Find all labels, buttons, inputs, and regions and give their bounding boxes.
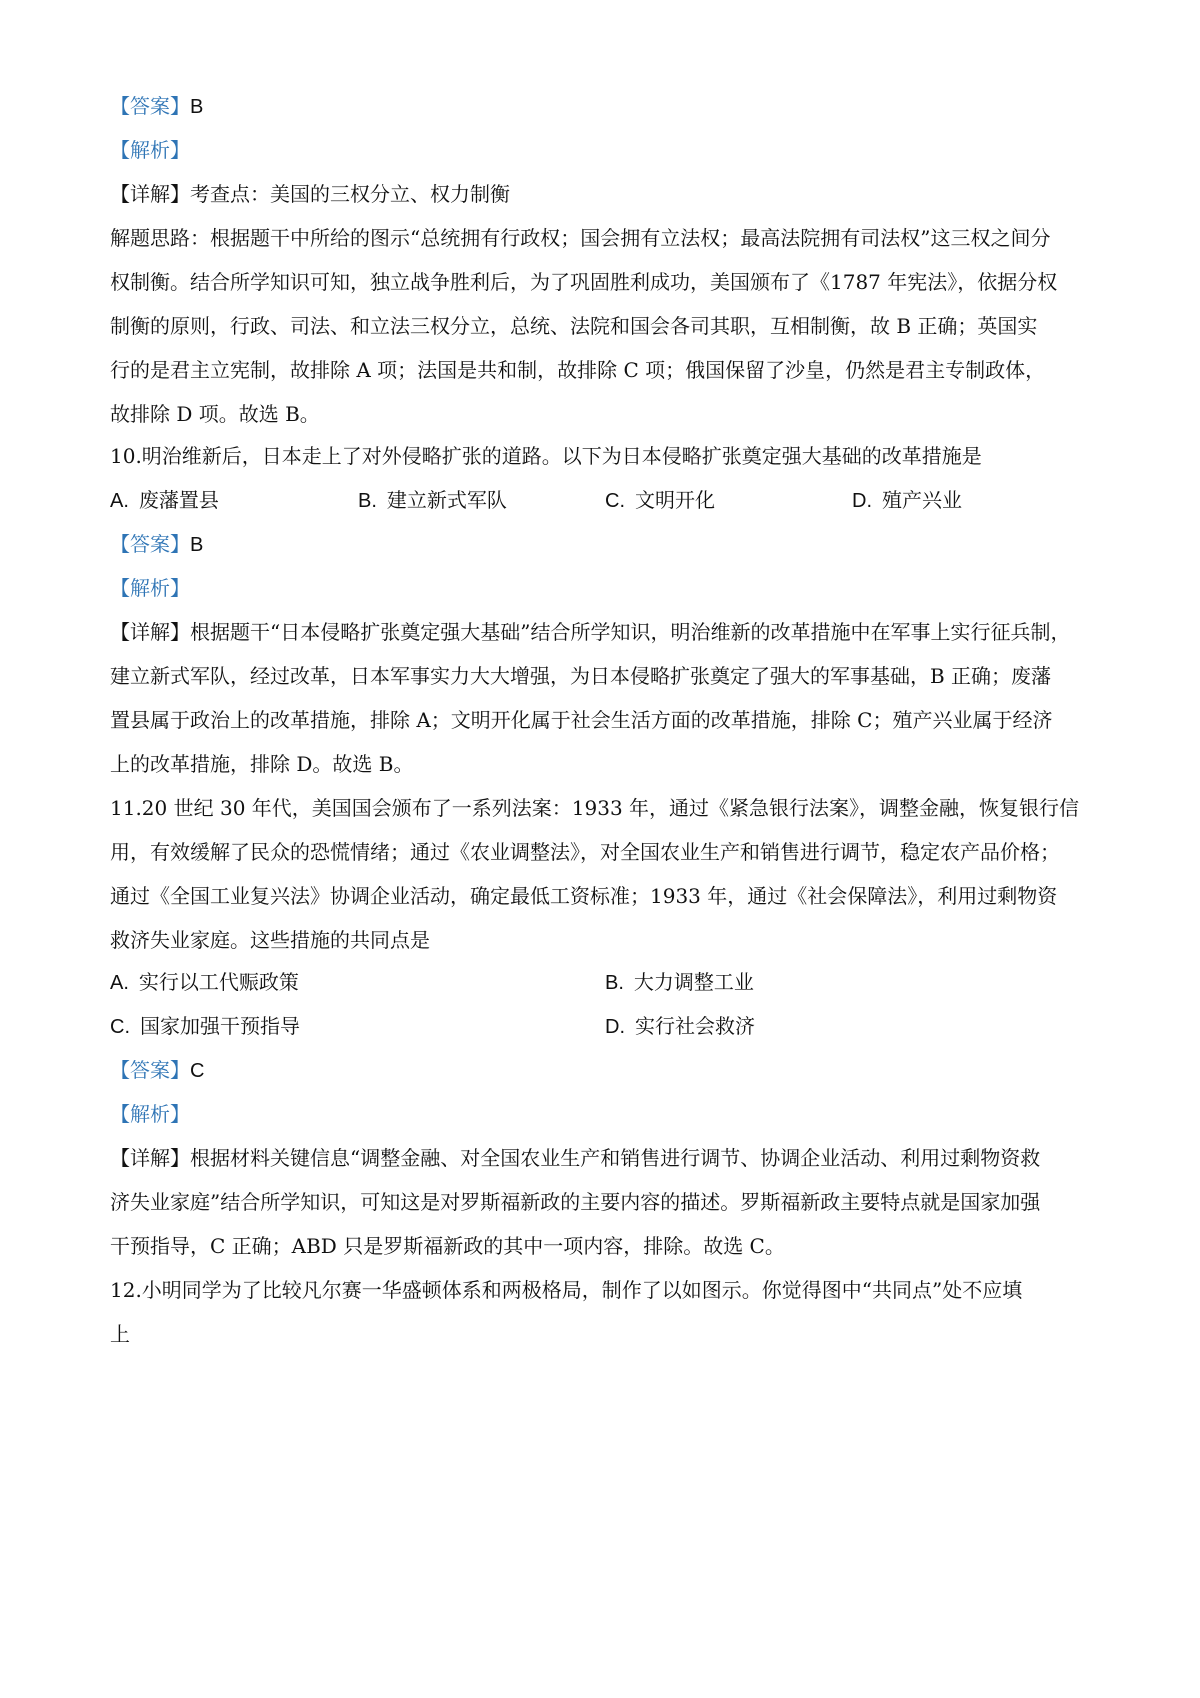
- q11-answer: [110, 1056, 1100, 1085]
- q10-detail-line: 置县属于政治上的改革措施，排除 A；文明开化属于社会生活方面的改革措施，排除 C；殖产兴业属于经济: [110, 708, 1053, 732]
- option-text: 文明开化: [635, 488, 715, 512]
- q11-stem-line: 用，有效缓解了民众的恐慌情绪；通过《农业调整法》，对全国农业生产和销售进行调节，稳定农产品价格；: [110, 840, 1060, 864]
- q11-option-c: [110, 1012, 300, 1041]
- detail-label: 【详解】: [110, 620, 190, 644]
- detail-text: 根据材料关键信息“调整金融、对全国农业生产和销售进行调节、协调企业活动、利用过剩物资救: [190, 1146, 1041, 1170]
- q12-stem-line: 上: [110, 1322, 130, 1346]
- q9-answer: [110, 92, 1100, 121]
- analysis-label: 【解析】: [110, 138, 190, 162]
- q9-explanation-line: 权制衡。结合所学知识可知，独立战争胜利后，为了巩固胜利成功，美国颁布了《1787 年宪法》，依据分权: [110, 270, 1058, 294]
- answer-value: B: [190, 96, 204, 118]
- q10-option-a: [110, 486, 219, 515]
- option-letter: A.: [110, 972, 129, 994]
- detail-label: 【详解】: [110, 182, 190, 206]
- answer-value: B: [190, 534, 204, 556]
- option-text: 殖产兴业: [882, 488, 962, 512]
- analysis-label: 【解析】: [110, 576, 190, 600]
- q11-stem-line: 通过《全国工业复兴法》协调企业活动，确定最低工资标准；1933 年，通过《社会保障法》，利用过剩物资: [110, 884, 1058, 908]
- q12-stem-line: 12.小明同学为了比较凡尔赛一华盛顿体系和两极格局，制作了以如图示。你觉得图中“共同点”处不应填: [110, 1278, 1023, 1302]
- option-letter: D.: [852, 490, 872, 512]
- answer-label: 【答案】: [110, 1058, 190, 1082]
- q11-detail-line: 干预指导，C 正确；ABD 只是罗斯福新政的其中一项内容，排除。故选 C。: [110, 1234, 785, 1258]
- q10-option-c: [605, 486, 715, 515]
- q10-detail-line: 上的改革措施，排除 D。故选 B。: [110, 752, 414, 776]
- q10-analysis: [110, 574, 1100, 602]
- option-letter: C.: [605, 490, 625, 512]
- q9-analysis: [110, 136, 1100, 164]
- q9-explanation-line: 解题思路：根据题干中所给的图示“总统拥有行政权；国会拥有立法权；最高法院拥有司法权”这三权之间分: [110, 226, 1051, 250]
- option-text: 建立新式军队: [386, 488, 507, 512]
- answer-value: C: [190, 1060, 205, 1082]
- analysis-label: 【解析】: [110, 1102, 190, 1126]
- q10-option-b: [358, 486, 507, 515]
- q10-detail-line: [110, 618, 1100, 646]
- q9-detail: [110, 180, 1100, 208]
- option-letter: C.: [110, 1016, 130, 1038]
- q9-explanation-line: 行的是君主立宪制，故排除 A 项；法国是共和制，故排除 C 项；俄国保留了沙皇，仍然是君主专制政体，: [110, 358, 1046, 382]
- option-letter: A.: [110, 490, 129, 512]
- answer-label: 【答案】: [110, 532, 190, 556]
- option-letter: B.: [358, 490, 377, 512]
- q9-explanation-line: 制衡的原则，行政、司法、和立法三权分立，总统、法院和国会各司其职，互相制衡，故 B 正确；英国实: [110, 314, 1038, 338]
- q10-option-d: [852, 486, 962, 515]
- q11-detail-line: 济失业家庭”结合所学知识，可知这是对罗斯福新政的主要内容的描述。罗斯福新政主要特点就是国家加强: [110, 1190, 1041, 1214]
- q10-stem: 10.明治维新后，日本走上了对外侵略扩张的道路。以下为日本侵略扩张奠定强大基础的改革措施是: [110, 444, 982, 468]
- option-text: 大力调整工业: [633, 970, 754, 994]
- option-letter: D.: [605, 1016, 625, 1038]
- option-text: 实行以工代赈政策: [138, 970, 299, 994]
- option-text: 实行社会救济: [635, 1014, 755, 1038]
- detail-text: 根据题干“日本侵略扩张奠定强大基础”结合所学知识，明治维新的改革措施中在军事上实行征兵制，: [190, 620, 1071, 644]
- detail-label: 【详解】: [110, 1146, 190, 1170]
- q11-detail-line: [110, 1144, 1100, 1172]
- q10-detail-line: 建立新式军队，经过改革，日本军事实力大大增强，为日本侵略扩张奠定了强大的军事基础，B 正确；废藩: [110, 664, 1052, 688]
- option-text: 废藩置县: [138, 488, 219, 512]
- q11-analysis: [110, 1100, 1100, 1128]
- q11-stem-line: 救济失业家庭。这些措施的共同点是: [110, 928, 430, 952]
- detail-text: 考查点：美国的三权分立、权力制衡: [190, 182, 510, 206]
- option-letter: B.: [605, 972, 624, 994]
- q11-option-b: [605, 968, 754, 997]
- q11-stem-line: 11.20 世纪 30 年代，美国国会颁布了一系列法案：1933 年，通过《紧急银行法案》，调整金融，恢复银行信: [110, 796, 1080, 820]
- q11-option-d: [605, 1012, 755, 1041]
- q9-explanation-line: 故排除 D 项。故选 B。: [110, 402, 320, 426]
- q11-option-a: [110, 968, 299, 997]
- q10-answer: [110, 530, 1100, 559]
- option-text: 国家加强干预指导: [140, 1014, 300, 1038]
- answer-label: 【答案】: [110, 94, 190, 118]
